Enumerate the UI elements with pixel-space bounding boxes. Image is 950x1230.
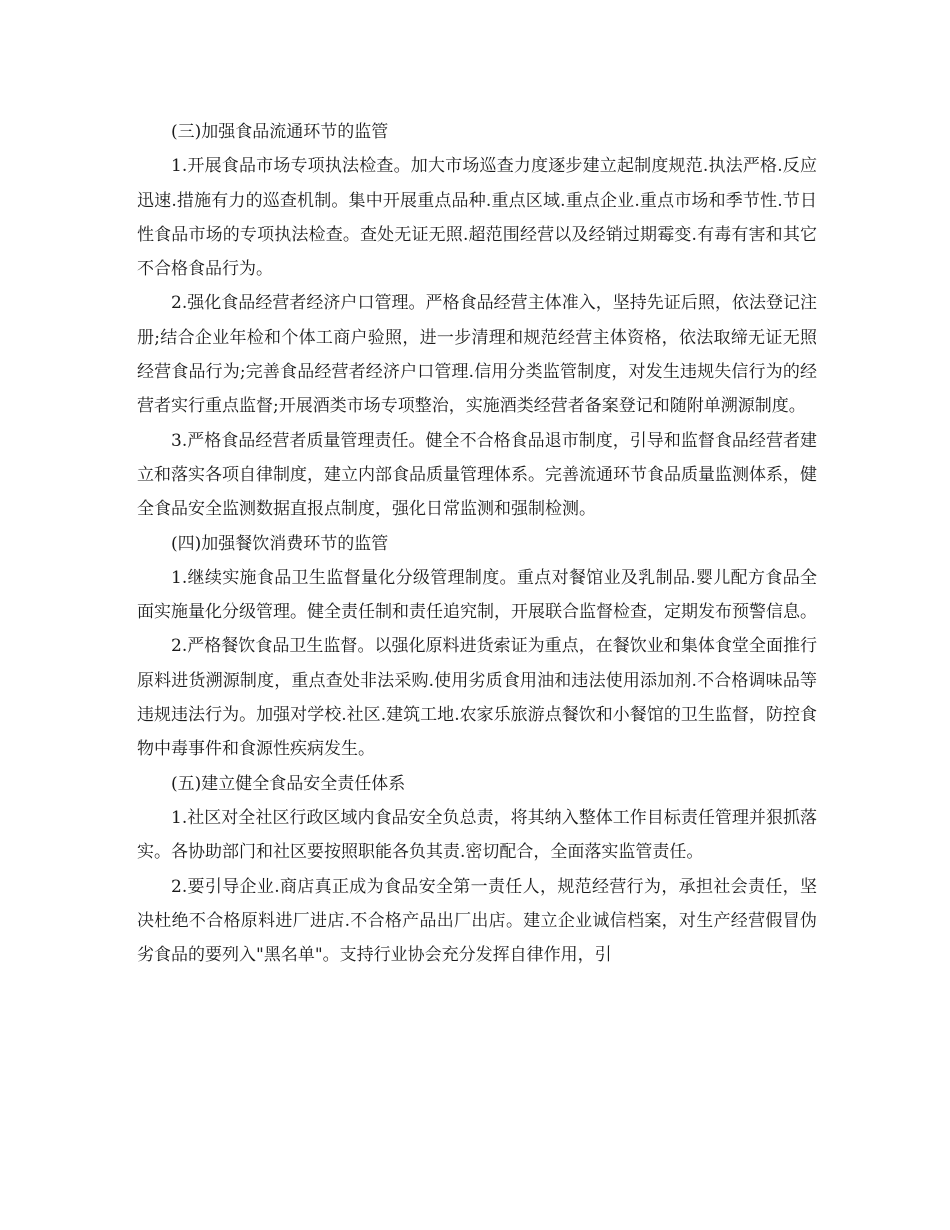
paragraph: 2.强化食品经营者经济户口管理。严格食品经营主体准入，坚持先证后照，依法登记注册;结合企业年检和个体工商户验照，进一步清理和规范经营主体资格，依法取缔无证无照经营食品行为;完善食品经营者经济户口管理.信用分类监管制度，对发生违规失信行为的经营者实行重点监督;开展酒类市场专项整治，实施酒类经营者备案登记和随附单溯源制度。 <box>137 293 817 417</box>
document-body <box>137 115 817 972</box>
paragraph: 1.继续实施食品卫生监督量化分级管理制度。重点对餐馆业及乳制品.婴儿配方食品全面实施量化分级管理。健全责任制和责任追究制，开展联合监督检查，定期发布预警信息。 <box>137 567 817 623</box>
paragraph: 2.要引导企业.商店真正成为食品安全第一责任人，规范经营行为，承担社会责任，坚决杜绝不合格原料进厂进店.不合格产品出厂出店。建立企业诚信档案，对生产经营假冒伪劣食品的要列入"黑名单"。支持行业协会充分发挥自律作用，引 <box>137 876 817 966</box>
section-heading: (五)建立健全食品安全责任体系 <box>171 773 406 794</box>
section-heading: (三)加强食品流通环节的监管 <box>171 122 389 142</box>
paragraph: 1.社区对全社区行政区域内食品安全负总责，将其纳入整体工作目标责任管理并狠抓落实。各协助部门和社区要按照职能各负其责.密切配合，全面落实监管责任。 <box>137 807 817 863</box>
section-heading: (四)加强餐饮消费环节的监管 <box>171 533 389 554</box>
paragraph: 1.开展食品市场专项执法检查。加大市场巡查力度逐步建立起制度规范.执法严格.反应迅速.措施有力的巡查机制。集中开展重点品种.重点区域.重点企业.重点市场和季节性.节日性食品市场的专项执法检查。查处无证无照.超范围经营以及经销过期霉变.有毒有害和其它不合格食品行为。 <box>137 156 817 280</box>
paragraph: 2.严格餐饮食品卫生监督。以强化原料进货索证为重点，在餐饮业和集体食堂全面推行原料进货溯源制度，重点查处非法采购.使用劣质食用油和违法使用添加剂.不合格调味品等违规违法行为。加强对学校.社区.建筑工地.农家乐旅游点餐饮和小餐馆的卫生监督，防控食物中毒事件和食源性疾病发生。 <box>137 636 817 760</box>
paragraph: 3.严格食品经营者质量管理责任。健全不合格食品退市制度，引导和监督食品经营者建立和落实各项自律制度，建立内部食品质量管理体系。完善流通环节食品质量监测体系，健全食品安全监测数据直报点制度，强化日常监测和强制检测。 <box>137 430 817 520</box>
